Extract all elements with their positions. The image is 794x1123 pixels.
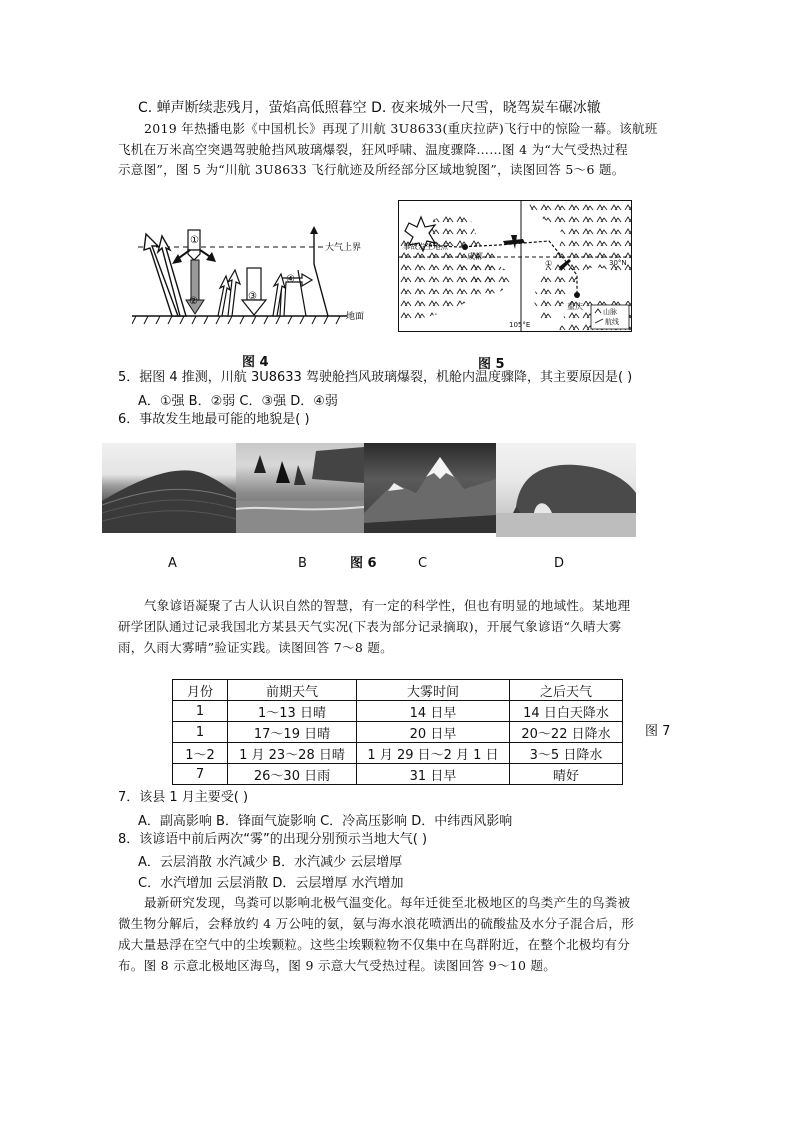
q6-stem: 6．事故发生地最可能的地貌是( ) xyxy=(118,412,310,427)
q8-options-cd: C．水汽增加 云层消散 D．云层增厚 水汽增加 xyxy=(138,876,404,891)
fig5-mountain-pattern xyxy=(399,201,631,331)
figure-6-caption: 图 6 xyxy=(350,556,377,571)
photo-label-a: A xyxy=(168,556,177,571)
table-row xyxy=(173,764,623,785)
q8-stem: 8．该谚语中前后两次“雾”的出现分别预示当地大气( ) xyxy=(118,832,428,847)
table-cell: 1 xyxy=(173,701,228,722)
photo-label-d: D xyxy=(554,556,565,571)
para910-line-2: 微生物分解后，会释放约 4 万公吨的氨，氨与海水浪花喷洒出的硫酸盐及水分子混合后，形 xyxy=(118,916,635,931)
fig4-label-ground: 地面 xyxy=(346,312,365,322)
table-header: 大雾时间 xyxy=(357,680,510,701)
weather-record-table xyxy=(172,679,623,785)
q7-options: A．副高影响 B．锋面气旋影响 C．冷高压影响 D．中纬西风影响 xyxy=(138,814,513,829)
fig4-label-top: 大气上界 xyxy=(325,243,362,253)
figure-5-map xyxy=(398,200,632,332)
table-cell: 14 日白天降水 xyxy=(510,701,623,722)
table-header: 前期天气 xyxy=(228,680,357,701)
intro-line-1: 2019 年热播电影《中国机长》再现了川航 3U8633(重庆拉萨)飞行中的惊险一幕。该航班 xyxy=(144,121,658,136)
table-header-row xyxy=(173,680,623,701)
photo-a-desert xyxy=(102,443,236,533)
photo-c-peaks xyxy=(364,443,496,533)
fig4-marker-1: ① xyxy=(190,235,199,246)
intro-line-2: 飞机在万米高空突遇驾驶舱挡风玻璃爆裂，狂风呼啸、温度骤降……图 4 为“大气受热过程 xyxy=(118,142,628,157)
fig4-marker-4: ④ xyxy=(286,274,295,285)
para78-line-1: 气象谚语凝聚了古人认识自然的智慧，有一定的科学性，但也有明显的地域性。某地理 xyxy=(144,598,631,613)
q8-options-ab: A．云层消散 水汽减少 B．水汽减少 云层增厚 xyxy=(138,855,403,870)
table-row xyxy=(173,743,623,764)
para910-line-3: 成大量悬浮在空气中的尘埃颗粒。这些尘埃颗粒物不仅集中在鸟群附近，在整个北极均有分 xyxy=(118,937,631,952)
photo-label-b: B xyxy=(298,556,307,571)
table-cell: 1 xyxy=(173,722,228,743)
fig4-marker-2: ② xyxy=(189,296,198,307)
table-cell: 20 日早 xyxy=(357,722,510,743)
table-cell: 1 月 29 日～2 月 1 日 xyxy=(357,743,510,764)
table-cell: 1～2 xyxy=(173,743,228,764)
photo-label-c: C xyxy=(418,556,428,571)
table-header: 月份 xyxy=(173,680,228,701)
photo-d-karst xyxy=(496,443,636,537)
q5-stem: 5．据图 4 推测，川航 3U8633 驾驶舱挡风玻璃爆裂，机舱内温度骤降，其主要原因是( ) xyxy=(118,370,633,385)
fig5-city-chengdu: 成都 xyxy=(467,252,483,261)
figure-7-caption: 图 7 xyxy=(645,724,671,739)
fig5-accident-label: 事故发生地点 xyxy=(403,242,448,251)
table-cell: 17～19 日晴 xyxy=(228,722,357,743)
table-header: 之后天气 xyxy=(510,680,623,701)
fig5-lon-label: 105°E xyxy=(509,321,531,329)
intro-line-3: 示意图”，图 5 为“川航 3U8633 飞行航迹及所经部分区域地貌图”，读图回答 5～6 题。 xyxy=(118,162,625,177)
table-cell: 3～5 日降水 xyxy=(510,743,623,764)
para910-line-1: 最新研究发现，鸟粪可以影响北极气温变化。每年迁徙至北极地区的鸟类产生的鸟粪被 xyxy=(144,895,631,910)
figure-4-caption: 图 4 xyxy=(242,355,269,370)
table-row xyxy=(173,701,623,722)
fig4-marker-3: ③ xyxy=(248,291,257,302)
photo-c-mountain xyxy=(364,443,496,533)
fig5-lat-label: 30°N xyxy=(609,259,627,267)
table-cell: 20～22 日降水 xyxy=(510,722,623,743)
table-cell: 晴好 xyxy=(510,764,623,785)
fig5-city-chongqing: 重庆 xyxy=(567,302,583,311)
table-cell: 1～13 日晴 xyxy=(228,701,357,722)
q4-options-cd: C. 蝉声断续悲残月，萤焰高低照暮空 D. 夜来城外一尺雪，晓驾炭车碾冰辙 xyxy=(138,100,601,116)
table-cell: 7 xyxy=(173,764,228,785)
photo-b-sea-stacks xyxy=(236,443,364,533)
table-row xyxy=(173,722,623,743)
table-cell: 1 月 23～28 日晴 xyxy=(228,743,357,764)
photo-b-coast xyxy=(236,443,364,533)
photo-a-dunes xyxy=(102,443,236,533)
fig5-legend-mountain: 山脉 xyxy=(603,308,617,316)
q5-options: A．①强 B．②弱 C．③强 D．④弱 xyxy=(138,394,338,409)
table-cell: 14 日早 xyxy=(357,701,510,722)
photo-d-elephant-hill xyxy=(496,443,636,537)
fig5-route-marker: ① xyxy=(545,259,553,268)
para78-line-2: 研学团队通过记录我国北方某县天气实况(下表为部分记录摘取)，开展气象谚语“久晴大雾 xyxy=(118,619,622,634)
figure-5-caption: 图 5 xyxy=(478,357,505,372)
table-cell: 31 日早 xyxy=(357,764,510,785)
figure-4-diagram xyxy=(132,220,382,325)
table-cell: 26～30 日雨 xyxy=(228,764,357,785)
fig5-legend-route: 航线 xyxy=(605,318,619,326)
para78-line-3: 雨，久雨大雾晴”验证实践。读图回答 7～8 题。 xyxy=(118,640,393,655)
q7-stem: 7．该县 1 月主要受( ) xyxy=(118,790,249,805)
para910-line-4: 布。图 8 示意北极地区海鸟，图 9 示意大气受热过程。读图回答 9～10 题。 xyxy=(118,958,557,973)
